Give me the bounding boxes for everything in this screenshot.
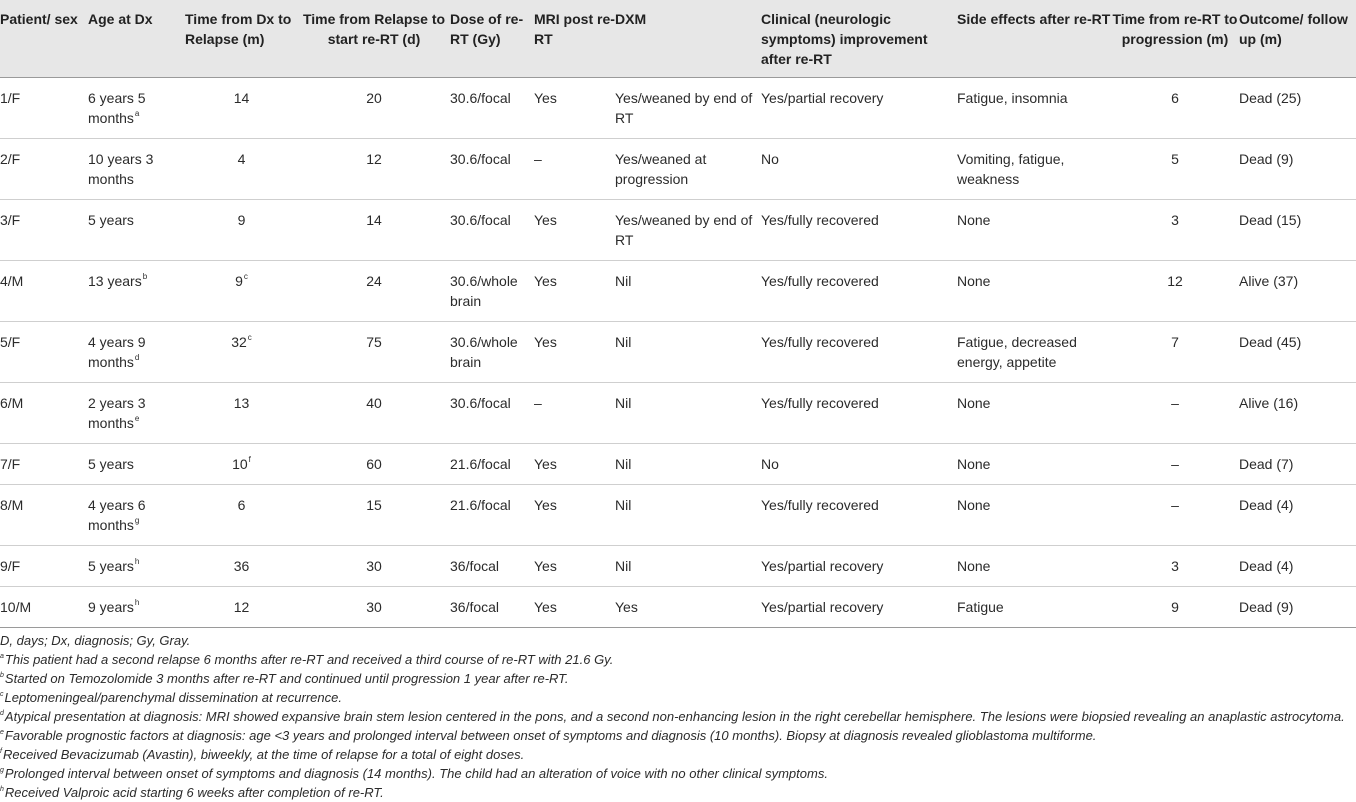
cell-relapse-to-rert: [298, 200, 450, 261]
cell-progression-text: 7: [1171, 334, 1179, 350]
cell-outcome: [1239, 200, 1356, 261]
cell-dxm: [615, 322, 761, 383]
cell-dxm-text: Nil: [615, 558, 632, 574]
cell-outcome-text: Dead (9): [1239, 151, 1294, 167]
cell-mri: [534, 383, 615, 444]
cell-age-text: 4 years 9 months: [88, 334, 146, 370]
cell-side-effects-text: Fatigue, decreased energy, appetite: [957, 334, 1077, 370]
cell-clinical-text: No: [761, 456, 779, 472]
footnote-text: Started on Temozolomide 3 months after re-RT and continued until progression 1 year after re-RT.: [4, 671, 569, 686]
cell-side-effects: [957, 78, 1111, 139]
footnote-text: Prolonged interval between onset of symptoms and diagnosis (14 months). The child had an alteration of voice with no other clinical symptoms.: [4, 766, 828, 781]
cell-dose-text: 36/focal: [450, 599, 500, 615]
cell-dxm-text: Nil: [615, 334, 632, 350]
cell-dose-text: 21.6/focal: [450, 497, 511, 513]
cell-age: [88, 444, 185, 485]
table-header-row: [0, 0, 1356, 78]
footnote-text: D, days; Dx, diagnosis; Gy, Gray.: [0, 633, 191, 648]
cell-dxm-text: Yes/weaned at progression: [615, 151, 707, 187]
cell-relapse-to-rert-text: 14: [366, 212, 382, 228]
cell-outcome: [1239, 546, 1356, 587]
cell-progression-text: –: [1171, 497, 1179, 513]
cell-side-effects-text: Vomiting, fatigue, weakness: [957, 151, 1065, 187]
cell-outcome-text: Dead (45): [1239, 334, 1302, 350]
footnote-mark: f: [0, 747, 2, 755]
footnote-mark: c: [0, 690, 4, 698]
cell-dxm: [615, 444, 761, 485]
cell-dxm: [615, 546, 761, 587]
cell-age: [88, 139, 185, 200]
footnote-line: [0, 707, 1356, 726]
footnote-mark: f: [248, 455, 251, 465]
cell-outcome-text: Dead (7): [1239, 456, 1294, 472]
cell-mri-text: –: [534, 395, 542, 411]
cell-clinical: [761, 383, 957, 444]
cell-side-effects: [957, 322, 1111, 383]
table-body: [0, 78, 1356, 628]
cell-age: [88, 383, 185, 444]
footnote-line: [0, 726, 1356, 745]
cell-mri: [534, 322, 615, 383]
cell-relapse-to-rert-text: 75: [366, 334, 382, 350]
cell-dx-to-relapse-text: 36: [233, 558, 250, 574]
header-outcome: Outcome/ follow up (m): [1239, 11, 1348, 47]
cell-mri-text: Yes: [534, 334, 557, 350]
cell-dxm: [615, 78, 761, 139]
cell-side-effects: [957, 485, 1111, 546]
cell-relapse-to-rert: [298, 322, 450, 383]
cell-relapse-to-rert-text: 40: [366, 395, 382, 411]
cell-clinical-text: Yes/partial recovery: [761, 558, 884, 574]
footnote-line: [0, 650, 1356, 669]
cell-patient: [0, 444, 88, 485]
cell-patient-text: 5/F: [0, 334, 21, 350]
cell-patient-text: 4/M: [0, 273, 24, 289]
cell-age: [88, 546, 185, 587]
header-side-effects: Side effects after re-RT: [957, 11, 1111, 27]
cell-age-text: 5 years: [88, 558, 134, 574]
cell-progression: [1111, 261, 1239, 322]
cell-progression: [1111, 322, 1239, 383]
cell-mri: [534, 200, 615, 261]
cell-clinical: [761, 444, 957, 485]
cell-dose: [450, 444, 534, 485]
cell-dx-to-relapse: [185, 139, 298, 200]
cell-progression-text: 6: [1171, 90, 1179, 106]
cell-side-effects-text: None: [957, 395, 991, 411]
cell-side-effects: [957, 200, 1111, 261]
cell-relapse-to-rert-text: 60: [366, 456, 382, 472]
cell-clinical-text: Yes/partial recovery: [761, 599, 884, 615]
cell-dxm: [615, 587, 761, 628]
cell-relapse-to-rert-text: 12: [366, 151, 382, 167]
cell-mri-text: Yes: [534, 497, 557, 513]
table-row: [0, 485, 1356, 546]
cell-clinical: [761, 200, 957, 261]
cell-clinical-text: Yes/fully recovered: [761, 334, 879, 350]
footnote-mark: g: [134, 516, 140, 526]
cell-patient: [0, 587, 88, 628]
cell-side-effects: [957, 444, 1111, 485]
cell-dxm: [615, 485, 761, 546]
footnote-mark: h: [134, 598, 140, 608]
footnote-line: [0, 764, 1356, 783]
cell-side-effects: [957, 261, 1111, 322]
footnote-mark: c: [243, 272, 248, 282]
footnote-mark: e: [0, 728, 4, 736]
footnote-line: [0, 631, 1356, 650]
cell-clinical-text: Yes/fully recovered: [761, 395, 879, 411]
cell-outcome-text: Dead (25): [1239, 90, 1302, 106]
table-row: [0, 139, 1356, 200]
cell-side-effects-text: None: [957, 273, 991, 289]
cell-relapse-to-rert-text: 24: [366, 273, 382, 289]
cell-relapse-to-rert: [298, 139, 450, 200]
cell-age: [88, 78, 185, 139]
footnote-line: [0, 745, 1356, 764]
header-dxm: DXM: [615, 11, 647, 27]
cell-side-effects-text: None: [957, 212, 991, 228]
cell-progression-text: 3: [1171, 212, 1179, 228]
cell-dx-to-relapse: [185, 444, 298, 485]
cell-patient: [0, 485, 88, 546]
footnote-line: [0, 669, 1356, 688]
cell-progression: [1111, 139, 1239, 200]
cell-mri-text: Yes: [534, 273, 557, 289]
footnote-mark: c: [247, 333, 252, 343]
cell-outcome: [1239, 78, 1356, 139]
cell-outcome-text: Alive (37): [1239, 273, 1299, 289]
cell-progression: [1111, 546, 1239, 587]
cell-outcome-text: Alive (16): [1239, 395, 1299, 411]
cell-clinical: [761, 546, 957, 587]
cell-patient: [0, 200, 88, 261]
footnote-line: [0, 783, 1356, 802]
footnote-mark: e: [134, 414, 140, 424]
footnote-mark: d: [134, 353, 140, 363]
cell-clinical: [761, 261, 957, 322]
cell-patient: [0, 322, 88, 383]
cell-dose: [450, 139, 534, 200]
cell-dxm-text: Nil: [615, 456, 632, 472]
cell-dxm: [615, 261, 761, 322]
cell-mri: [534, 485, 615, 546]
cell-dxm: [615, 383, 761, 444]
table-row: [0, 78, 1356, 139]
cell-side-effects: [957, 139, 1111, 200]
cell-relapse-to-rert-text: 30: [366, 599, 382, 615]
cell-outcome: [1239, 383, 1356, 444]
table-row: [0, 587, 1356, 628]
cell-dx-to-relapse: [185, 485, 298, 546]
cell-mri: [534, 444, 615, 485]
cell-dose: [450, 485, 534, 546]
cell-clinical-text: No: [761, 151, 779, 167]
cell-patient-text: 1/F: [0, 90, 21, 106]
cell-progression-text: 3: [1171, 558, 1179, 574]
cell-dxm-text: Yes: [615, 599, 638, 615]
table-row: [0, 322, 1356, 383]
cell-dx-to-relapse-text: 9: [237, 212, 246, 228]
cell-dx-to-relapse-text: 14: [233, 90, 250, 106]
footnote-mark: h: [0, 785, 4, 793]
cell-outcome: [1239, 322, 1356, 383]
cell-relapse-to-rert-text: 20: [366, 90, 382, 106]
cell-age: [88, 587, 185, 628]
cell-relapse-to-rert: [298, 546, 450, 587]
cell-dx-to-relapse-text: 4: [237, 151, 246, 167]
cell-dxm: [615, 139, 761, 200]
cell-relapse-to-rert-text: 15: [366, 497, 382, 513]
footnote-mark: b: [0, 671, 4, 679]
cell-mri: [534, 78, 615, 139]
cell-clinical-text: Yes/fully recovered: [761, 212, 879, 228]
cell-dose: [450, 322, 534, 383]
cell-dx-to-relapse: [185, 322, 298, 383]
cell-dose: [450, 587, 534, 628]
cell-dxm-text: Nil: [615, 273, 632, 289]
cell-progression: [1111, 587, 1239, 628]
cell-mri-text: Yes: [534, 212, 557, 228]
cell-clinical-text: Yes/partial recovery: [761, 90, 884, 106]
cell-outcome: [1239, 485, 1356, 546]
cell-age: [88, 200, 185, 261]
cell-patient-text: 7/F: [0, 456, 21, 472]
cell-patient-text: 9/F: [0, 558, 21, 574]
cell-progression: [1111, 444, 1239, 485]
cell-mri: [534, 546, 615, 587]
cell-mri: [534, 139, 615, 200]
footnote-mark: g: [0, 766, 4, 774]
cell-relapse-to-rert: [298, 587, 450, 628]
cell-progression: [1111, 200, 1239, 261]
cell-dxm-text: Yes/weaned by end of RT: [615, 212, 753, 248]
cell-dose-text: 21.6/focal: [450, 456, 511, 472]
footnote-mark: h: [134, 557, 140, 567]
cell-patient: [0, 546, 88, 587]
cell-dx-to-relapse: [185, 587, 298, 628]
cell-outcome: [1239, 587, 1356, 628]
cell-age-text: 4 years 6 months: [88, 497, 146, 533]
cell-progression: [1111, 78, 1239, 139]
cell-outcome-text: Dead (4): [1239, 497, 1294, 513]
footnote-mark: b: [142, 272, 148, 282]
footnote-text: Received Valproic acid starting 6 weeks after completion of re-RT.: [4, 785, 384, 800]
table-row: [0, 546, 1356, 587]
footnote-line: [0, 688, 1356, 707]
cell-side-effects-text: None: [957, 558, 991, 574]
cell-dx-to-relapse: [185, 200, 298, 261]
cell-dose-text: 30.6/focal: [450, 90, 511, 106]
cell-dxm-text: Nil: [615, 497, 632, 513]
footnote-text: Leptomeningeal/parenchymal dissemination at recurrence.: [4, 690, 342, 705]
cell-patient: [0, 261, 88, 322]
table-row: [0, 200, 1356, 261]
cell-side-effects-text: Fatigue, insomnia: [957, 90, 1068, 106]
cell-patient-text: 10/M: [0, 599, 32, 615]
cell-age-text: 10 years 3 months: [88, 151, 154, 187]
cell-patient-text: 8/M: [0, 497, 24, 513]
footnote-mark: a: [0, 652, 4, 660]
cell-dx-to-relapse-text: 9: [235, 273, 243, 289]
cell-mri: [534, 261, 615, 322]
header-patient-sex: Patient/ sex: [0, 11, 78, 27]
cell-progression: [1111, 485, 1239, 546]
cell-side-effects: [957, 383, 1111, 444]
footnote-mark: d: [0, 709, 4, 717]
cell-mri-text: –: [534, 151, 542, 167]
cell-clinical: [761, 485, 957, 546]
cell-dose-text: 30.6/focal: [450, 212, 511, 228]
cell-progression-text: –: [1171, 456, 1179, 472]
cell-mri-text: Yes: [534, 599, 557, 615]
cell-dx-to-relapse-text: 12: [233, 599, 250, 615]
cell-patient: [0, 383, 88, 444]
cell-age-text: 13 years: [88, 273, 142, 289]
cell-dose: [450, 383, 534, 444]
cell-progression-text: –: [1171, 395, 1179, 411]
cell-dose-text: 30.6/whole brain: [450, 273, 518, 309]
cell-age: [88, 322, 185, 383]
header-age-at-dx: Age at Dx: [88, 11, 153, 27]
cell-dose: [450, 200, 534, 261]
footnote-text: This patient had a second relapse 6 months after re-RT and received a third course of re-RT with 21.6 Gy.: [4, 652, 614, 667]
cell-outcome: [1239, 139, 1356, 200]
footnote-mark: a: [134, 109, 140, 119]
cell-mri-text: Yes: [534, 90, 557, 106]
cell-patient-text: 3/F: [0, 212, 21, 228]
cell-clinical: [761, 78, 957, 139]
footnote-text: Received Bevacizumab (Avastin), biweekly, at the time of relapse for a total of eight doses.: [2, 747, 525, 762]
footnote-text: Atypical presentation at diagnosis: MRI showed expansive brain stem lesion centered in the pons, and a second non-enhancing lesion in the right cerebellar hemisphere. The lesions were biopsied revealing an anaplastic astrocytoma.: [4, 709, 1345, 724]
cell-clinical-text: Yes/fully recovered: [761, 273, 879, 289]
cell-dxm-text: Yes/weaned by end of RT: [615, 90, 753, 126]
footnotes: [0, 628, 1356, 802]
cell-outcome: [1239, 261, 1356, 322]
cell-age-text: 9 years: [88, 599, 134, 615]
cell-side-effects-text: None: [957, 456, 991, 472]
header-dose: Dose of re-RT (Gy): [450, 11, 524, 47]
cell-outcome-text: Dead (4): [1239, 558, 1294, 574]
cell-dose: [450, 546, 534, 587]
cell-clinical-text: Yes/fully recovered: [761, 497, 879, 513]
cell-mri: [534, 587, 615, 628]
header-clinical-improvement: Clinical (neurologic symptoms) improvement after re-RT: [761, 11, 928, 67]
cell-age-text: 5 years: [88, 212, 134, 228]
cell-relapse-to-rert: [298, 485, 450, 546]
cell-dose-text: 30.6/focal: [450, 151, 511, 167]
cell-dx-to-relapse: [185, 261, 298, 322]
header-time-dx-to-relapse: Time from Dx to Relapse (m): [185, 11, 292, 47]
cell-mri-text: Yes: [534, 558, 557, 574]
cell-side-effects: [957, 587, 1111, 628]
cell-dose-text: 36/focal: [450, 558, 500, 574]
cell-dxm: [615, 200, 761, 261]
cell-outcome-text: Dead (9): [1239, 599, 1294, 615]
cell-progression-text: 9: [1171, 599, 1179, 615]
cell-patient: [0, 78, 88, 139]
cell-progression: [1111, 383, 1239, 444]
header-time-relapse-to-rert: Time from Relapse to start re-RT (d): [302, 11, 446, 47]
cell-dx-to-relapse: [185, 78, 298, 139]
cell-dx-to-relapse: [185, 383, 298, 444]
cell-dx-to-relapse-text: 32: [231, 334, 247, 350]
cell-dx-to-relapse-text: 6: [237, 497, 246, 513]
cell-dxm-text: Nil: [615, 395, 632, 411]
cell-relapse-to-rert: [298, 78, 450, 139]
cell-dose-text: 30.6/focal: [450, 395, 511, 411]
cell-relapse-to-rert: [298, 383, 450, 444]
table-row: [0, 261, 1356, 322]
cell-outcome: [1239, 444, 1356, 485]
cell-dx-to-relapse-text: 10: [232, 456, 248, 472]
cell-progression-text: 5: [1171, 151, 1179, 167]
table-row: [0, 383, 1356, 444]
cell-clinical: [761, 587, 957, 628]
cell-patient-text: 6/M: [0, 395, 24, 411]
cell-mri-text: Yes: [534, 456, 557, 472]
cell-progression-text: 12: [1167, 273, 1183, 289]
cell-clinical: [761, 322, 957, 383]
header-mri: MRI post re-RT: [534, 11, 615, 47]
cell-dose: [450, 261, 534, 322]
cell-side-effects-text: None: [957, 497, 991, 513]
cell-dose-text: 30.6/whole brain: [450, 334, 518, 370]
cell-side-effects-text: Fatigue: [957, 599, 1004, 615]
cell-age: [88, 261, 185, 322]
cell-age-text: 5 years: [88, 456, 134, 472]
table-row: [0, 444, 1356, 485]
cell-outcome-text: Dead (15): [1239, 212, 1302, 228]
cell-relapse-to-rert: [298, 444, 450, 485]
cell-dx-to-relapse-text: 13: [233, 395, 250, 411]
cell-relapse-to-rert: [298, 261, 450, 322]
header-time-to-progression: Time from re-RT to progression (m): [1112, 11, 1238, 47]
cell-clinical: [761, 139, 957, 200]
footnote-text: Favorable prognostic factors at diagnosis: age <3 years and prolonged interval between onset of symptoms and diagnosis (10 months). Biopsy at diagnosis revealed glioblastoma multiforme.: [4, 728, 1097, 743]
cell-side-effects: [957, 546, 1111, 587]
cell-dx-to-relapse: [185, 546, 298, 587]
cell-relapse-to-rert-text: 30: [366, 558, 382, 574]
cell-age-text: 6 years 5 months: [88, 90, 146, 126]
cell-patient: [0, 139, 88, 200]
cell-age-text: 2 years 3 months: [88, 395, 146, 431]
cell-dose: [450, 78, 534, 139]
cell-patient-text: 2/F: [0, 151, 21, 167]
cell-age: [88, 485, 185, 546]
